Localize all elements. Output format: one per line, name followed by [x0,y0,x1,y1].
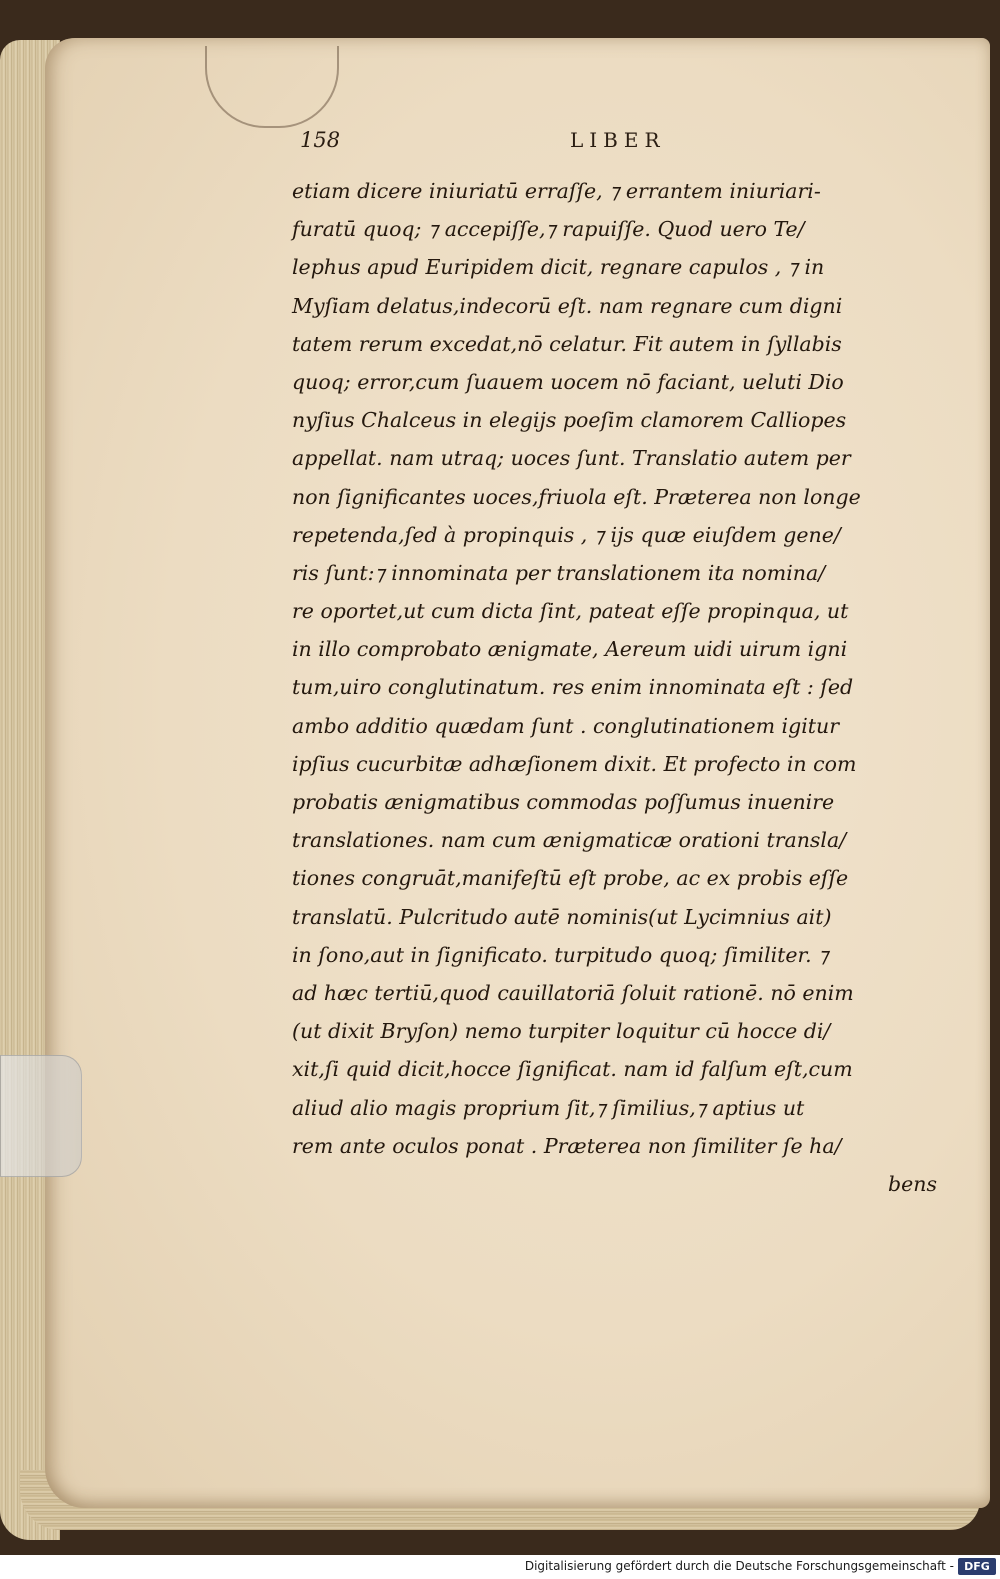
text-line: ipſius cucurbitæ adhæſionem dixit. Et profecto in com [292,751,857,776]
text-line: probatis ænigmatibus commodas poſſumus inuenire [292,790,835,814]
page-header [300,128,700,158]
digitization-footer [0,1555,1000,1579]
page-number: 158 [300,128,341,152]
text-line: (ut dixit Bryſon) nemo turpiter loquitur cū hocce di/ [292,1019,831,1044]
text-line: lephus apud Euripidem dicit, regnare capulos , ⁊ in [292,255,825,280]
text-line: furatū quoq; ⁊ accepiſſe,⁊ rapuiſſe. Quod uero Te/ [292,217,805,242]
text-line: etiam dicere iniuriatū erraſſe, ⁊ errantem iniuriari- [292,179,821,203]
text-line: aliud alio magis proprium ſit,⁊ ſimilius,⁊ aptius ut [292,1095,805,1120]
text-line: tiones congruāt,manifeſtū eſt probe, ac ex probis eſſe [292,866,849,891]
catchword: bens [888,1171,937,1196]
text-line: re oportet,ut cum dicta ſint, pateat eſſe propinqua, ut [292,599,849,624]
text-line: repetenda,ſed à propinquis , ⁊ ijs quæ eiuſdem gene/ [292,522,841,547]
body-text [292,172,937,1203]
text-line: nyſius Chalceus in elegijs poeſim clamorem Calliopes [292,408,847,433]
text-line: non ſignificantes uoces,friuola eſt. Præterea non longe [292,484,861,509]
running-head: LIBER [570,128,666,152]
text-line: translationes. nam cum ænigmaticæ orationi transla/ [292,828,847,853]
page-stain [205,46,339,128]
dfg-logo: DFG [958,1558,996,1575]
text-line: appellat. nam utraq; uoces ſunt. Translatio autem per [292,446,851,471]
text-line: tum,uiro conglutinatum. res enim innominata eſt : ſed [292,675,854,700]
text-line: tatem rerum excedat,nō celatur. Fit autem in ſyllabis [292,331,842,356]
text-line: Myſiam delatus,indecorū eſt. nam regnare cum digni [292,293,843,318]
text-line: xit,ſi quid dicit,hocce ſignificat. nam id falſum eſt,cum [292,1057,853,1082]
text-line: quoq; error,cum ſuauem uocem nō faciant, ueluti Dio [292,369,844,394]
text-line: in illo comprobato ænigmate, Aereum uidi uirum igni [292,637,848,662]
text-line: ambo additio quædam ſunt . conglutinationem igitur [292,713,840,738]
text-line: in ſono,aut in ſignificato. turpitudo quoq; ſimiliter. ⁊ [292,942,829,967]
text-line: translatū. Pulcritudo autē nominis(ut Lycimnius ait) [292,904,832,929]
text-line: ad hæc tertiū,quod cauillatoriā ſoluit rationē. nō enim [292,980,854,1005]
text-line: ris ſunt:⁊ innominata per translationem ita nomina/ [292,560,826,585]
text-line: rem ante oculos ponat . Præterea non ſimiliter ſe ha/ [292,1133,842,1158]
funding-credit: Digitalisierung gefördert durch die Deutsche Forschungsgemeinschaft - [524,1559,954,1573]
book-clip [0,1055,82,1177]
